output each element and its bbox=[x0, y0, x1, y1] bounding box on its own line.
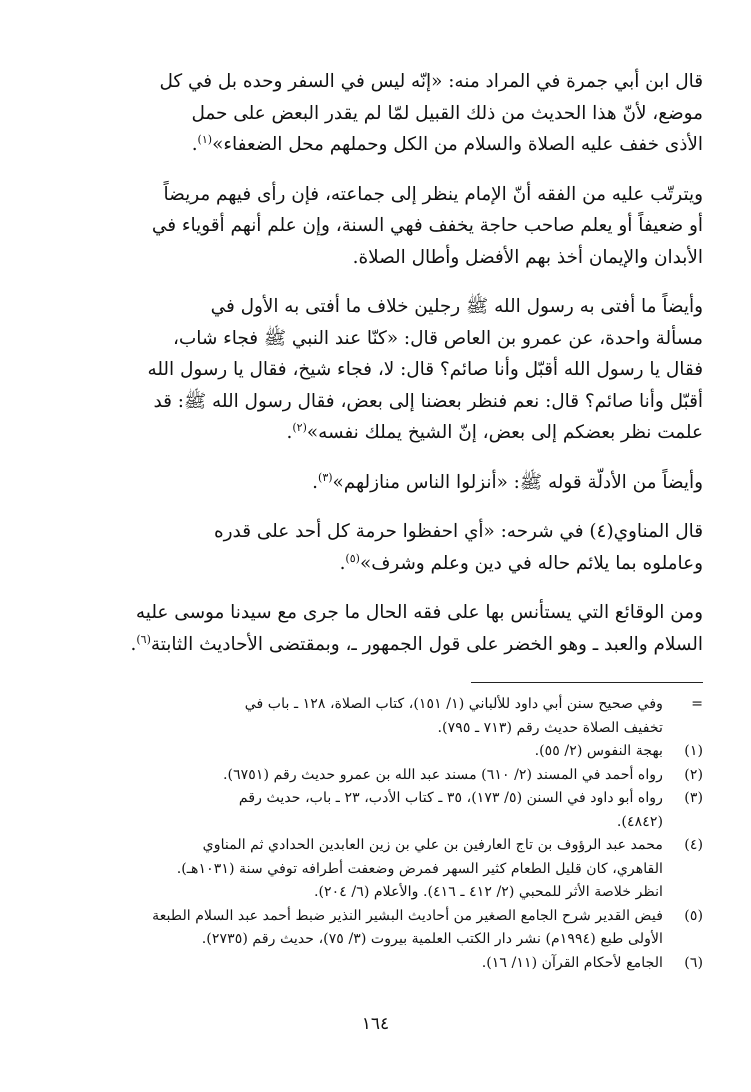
footnote-item bbox=[88, 787, 703, 834]
footnote-line: فيض القدير شرح الجامع الصغير من أحاديث البشير النذير ضبط أحمد عبد السلام الطبعة bbox=[152, 907, 663, 924]
text-line: ويترتّب عليه من الفقه أنّ الإمام ينظر إلى جماعته، فإن رأى فيهم مريضاً bbox=[163, 183, 703, 205]
text-line bbox=[88, 417, 703, 449]
footnote-item bbox=[88, 740, 703, 764]
footnote-number: (٣) bbox=[684, 790, 703, 806]
text-segment: . bbox=[339, 552, 346, 574]
paragraph-5 bbox=[88, 516, 703, 579]
footnote-text bbox=[88, 764, 663, 788]
footnote-line: وفي صحيح سنن أبي داود للألباني (١/ ١٥١)، كتاب الصلاة، ١٢٨ ـ باب في bbox=[244, 696, 663, 712]
footnote-text bbox=[88, 952, 663, 976]
text-line bbox=[88, 548, 703, 580]
footnote-ref[interactable]: (١) bbox=[197, 132, 213, 146]
text-segment: الأذى خفف عليه الصلاة والسلام من الكل وحملهم محل الضعفاء» bbox=[212, 134, 703, 155]
text-line: قال المناوي(٤) في شرحه: «أي احفظوا حرمة كل أحد على قدره bbox=[214, 521, 703, 542]
paragraph-1 bbox=[88, 66, 703, 161]
text-segment: علمت نظر بعضكم إلى بعض، إنّ الشيخ يملك نفسه» bbox=[306, 422, 703, 443]
text-segment: وعاملوه بما يلائم حاله في دين وعلم وشرف» bbox=[359, 552, 703, 574]
footnote-number: (١) bbox=[684, 743, 703, 759]
text-line: فقال يا رسول الله أقبّل وأنا صائم؟ قال: لا، فجاء شيخ، فقال يا رسول الله bbox=[147, 359, 703, 380]
paragraph-3 bbox=[88, 291, 703, 449]
footnote-ref[interactable]: (٦) bbox=[136, 632, 151, 646]
text-line bbox=[88, 129, 703, 161]
footnote-line: رواه أحمد في المسند (٢/ ٦١٠) مسند عبد الله بن عمرو حديث رقم (٦٧٥١). bbox=[223, 766, 663, 783]
footnote-line: الجامع لأحكام القرآن (١١/ ١٦). bbox=[481, 954, 663, 971]
text-line: أو ضعيفاً أو يعلم صاحب حاجة يخفف فهي السنة، وإن علم أنهم أقوياء في bbox=[151, 215, 703, 236]
paragraph-6 bbox=[88, 597, 703, 660]
footnote-ref[interactable]: (٥) bbox=[345, 551, 360, 565]
text-line: الأبدان والإيمان أخذ بهم الأفضل وأطال الصلاة. bbox=[352, 246, 703, 268]
footnote-number: (٦) bbox=[684, 954, 703, 971]
footnote-number: (٤) bbox=[684, 837, 703, 853]
footnote-line: القاهري، كان قليل الطعام كثير السهر فمرض وضعفت أطرافه توفي سنة (١٠٣١هـ). bbox=[176, 860, 663, 877]
footnote-line: الأولى طبع (١٩٩٤م) نشر دار الكتب العلمية بيروت (٣/ ٧٥)، حديث رقم (٢٧٣٥). bbox=[201, 931, 663, 947]
footnote-item bbox=[88, 764, 703, 788]
paragraph-4 bbox=[88, 467, 703, 499]
text-segment: السلام والعبد ـ وهو الخضر على قول الجمهور ـ، وبمقتضى الأحاديث الثابتة bbox=[150, 633, 703, 655]
text-line bbox=[88, 629, 703, 661]
footnote-item bbox=[88, 693, 703, 740]
text-line: قال ابن أبي جمرة في المراد منه: «إنّه ليس في السفر وحده بل في كل bbox=[159, 71, 703, 92]
footnote-line: تخفيف الصلاة حديث رقم (٧١٣ ـ ٧٩٥). bbox=[437, 719, 663, 736]
footnote-text bbox=[88, 740, 663, 764]
footnote-item bbox=[88, 834, 703, 905]
footnote-line: انظر خلاصة الأثر للمحبي (٢/ ٤١٢ ـ ٤١٦). والأعلام (٦/ ٢٠٤). bbox=[313, 884, 663, 900]
text-segment: . bbox=[191, 134, 198, 155]
text-line: أقبّل وأنا صائم؟ قال: نعم فنظر بعضنا إلى بعض، فقال رسول الله ﷺ: قد bbox=[153, 390, 703, 412]
text-line: مسألة واحدة، عن عمرو بن العاص قال: «كنّا عند النبي ﷺ فجاء شاب، bbox=[172, 327, 703, 349]
footnote-number: = bbox=[691, 696, 703, 712]
footnote-line: محمد عبد الرؤوف بن تاج العارفين بن علي بن زين العابدين الحدادي ثم المناوي bbox=[202, 837, 663, 853]
text-segment: وأيضاً من الأدلّة قوله ﷺ: «أنزلوا الناس منازلهم» bbox=[332, 471, 703, 493]
text-segment: . bbox=[286, 422, 293, 443]
footnote-text bbox=[88, 787, 663, 834]
footnote-ref[interactable]: (٣) bbox=[318, 470, 333, 484]
footnote-item bbox=[88, 905, 703, 952]
footnote-number: (٥) bbox=[684, 907, 703, 924]
footnote-text bbox=[88, 905, 663, 952]
paragraph-2 bbox=[88, 179, 703, 274]
text-segment: . bbox=[130, 633, 137, 655]
text-line: وأيضاً ما أفتى به رسول الله ﷺ رجلين خلاف ما أفتى به الأول في bbox=[210, 296, 703, 317]
footnote-text bbox=[88, 834, 663, 905]
text-segment: . bbox=[312, 471, 319, 493]
footnote-divider bbox=[471, 682, 703, 683]
text-line: موضع، لأنّ هذا الحديث من ذلك القبيل لمّا لم يقدر البعض على حمل bbox=[191, 102, 703, 124]
footnote-line: (٤٨٤٢). bbox=[616, 813, 663, 830]
footnote-text bbox=[88, 693, 663, 740]
footnote-line: رواه أبو داود في السنن (٥/ ١٧٣)، ٣٥ ـ كتاب الأدب، ٢٣ ـ باب، حديث رقم bbox=[238, 790, 663, 806]
footnote-number: (٢) bbox=[684, 766, 703, 783]
text-line bbox=[88, 467, 703, 499]
footnote-line: بهجة النفوس (٢/ ٥٥). bbox=[534, 743, 663, 759]
text-line: ومن الوقائع التي يستأنس بها على فقه الحال ما جرى مع سيدنا موسى عليه bbox=[135, 602, 703, 623]
footnote-item bbox=[88, 952, 703, 976]
page-number: ١٦٤ bbox=[361, 1014, 390, 1034]
footnote-ref[interactable]: (٢) bbox=[292, 420, 307, 434]
footnotes bbox=[88, 693, 703, 975]
